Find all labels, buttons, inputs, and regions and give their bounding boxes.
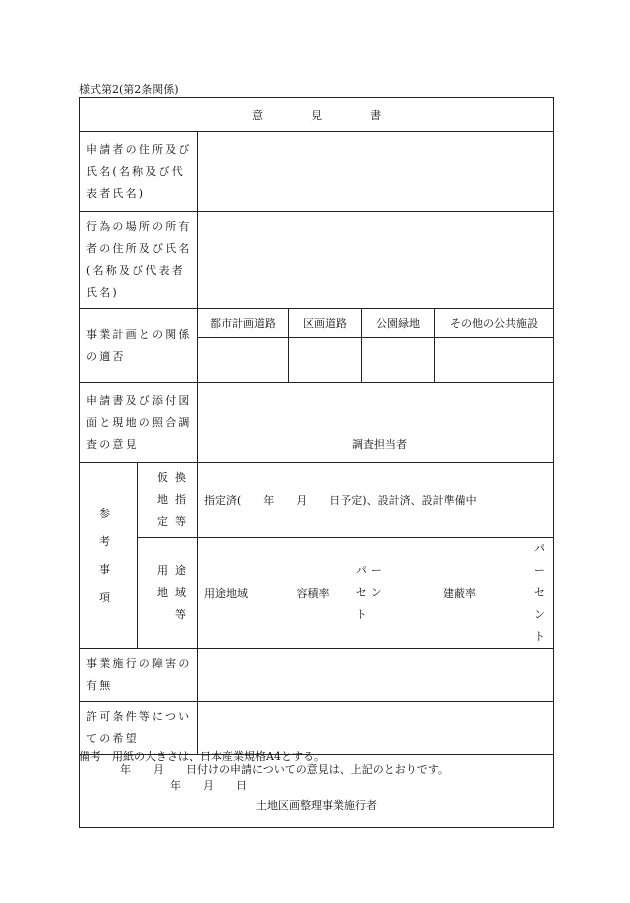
obstacle-field[interactable] [198,649,554,702]
opinion-form-table [79,97,554,828]
plan-city-road-field[interactable] [198,338,289,383]
coverage-ratio-label: 建蔽率 [443,587,477,600]
plan-col-park: 公園緑地 [362,309,435,338]
survey-label: 申請書及び添付図面と現地の照合調査の意見 [80,383,198,463]
title-char-1: 意 [252,108,264,122]
use-zone-label: 用途地域等 [138,538,198,649]
coverage-ratio-unit: パーセント [534,542,550,643]
title-char-3: 書 [370,108,382,122]
closing-applicant: 土地区画整理事業施行者 [256,799,378,812]
plan-col-block-road: 区画道路 [289,309,362,338]
closing-date: 年 月 日 [170,779,247,792]
conditions-field[interactable] [198,702,554,755]
replot-value[interactable]: 指定済( 年 月 日予定)、設計済、設計準備中 [198,463,554,538]
use-zone-field[interactable] [198,538,554,649]
closing-section [80,755,554,828]
reference-label: 参 考 事 項 [80,463,138,649]
conditions-label: 許可条件等についての希望 [80,702,198,755]
form-title [80,98,554,132]
use-zone-text: 用途地域 [204,587,248,600]
survey-officer: 調査担当者 [352,438,408,451]
applicant-field[interactable] [198,132,554,212]
plan-relation-label: 事業計画との関係の適否 [80,309,198,383]
owner-label: 行為の場所の所有者の住所及び氏名(名称及び代表者氏名) [80,212,198,309]
title-char-2: 見 [311,108,323,122]
plan-park-field[interactable] [362,338,435,383]
replot-label: 仮換地指定等 [138,463,198,538]
plan-other-facility-field[interactable] [435,338,554,383]
form-number: 様式第2(第2条関係) [79,83,179,96]
survey-field[interactable] [198,383,554,463]
plan-block-road-field[interactable] [289,338,362,383]
remarks-note: 備考 用紙の大きさは、日本産業規格A4とする。 [79,750,325,763]
obstacle-label: 事業施行の障害の有無 [80,649,198,702]
plan-col-other-facility: その他の公共施設 [435,309,554,338]
owner-field[interactable] [198,212,554,309]
floor-ratio-unit: パーセント [355,564,386,621]
closing-line-1: 年 月 日付けの申請についての意見は、上記のとおりです。 [120,763,449,776]
floor-ratio-label: 容積率 [296,587,330,600]
plan-col-city-road: 都市計画道路 [198,309,289,338]
applicant-label: 申請者の住所及び氏名(名称及び代表者氏名) [80,132,198,212]
